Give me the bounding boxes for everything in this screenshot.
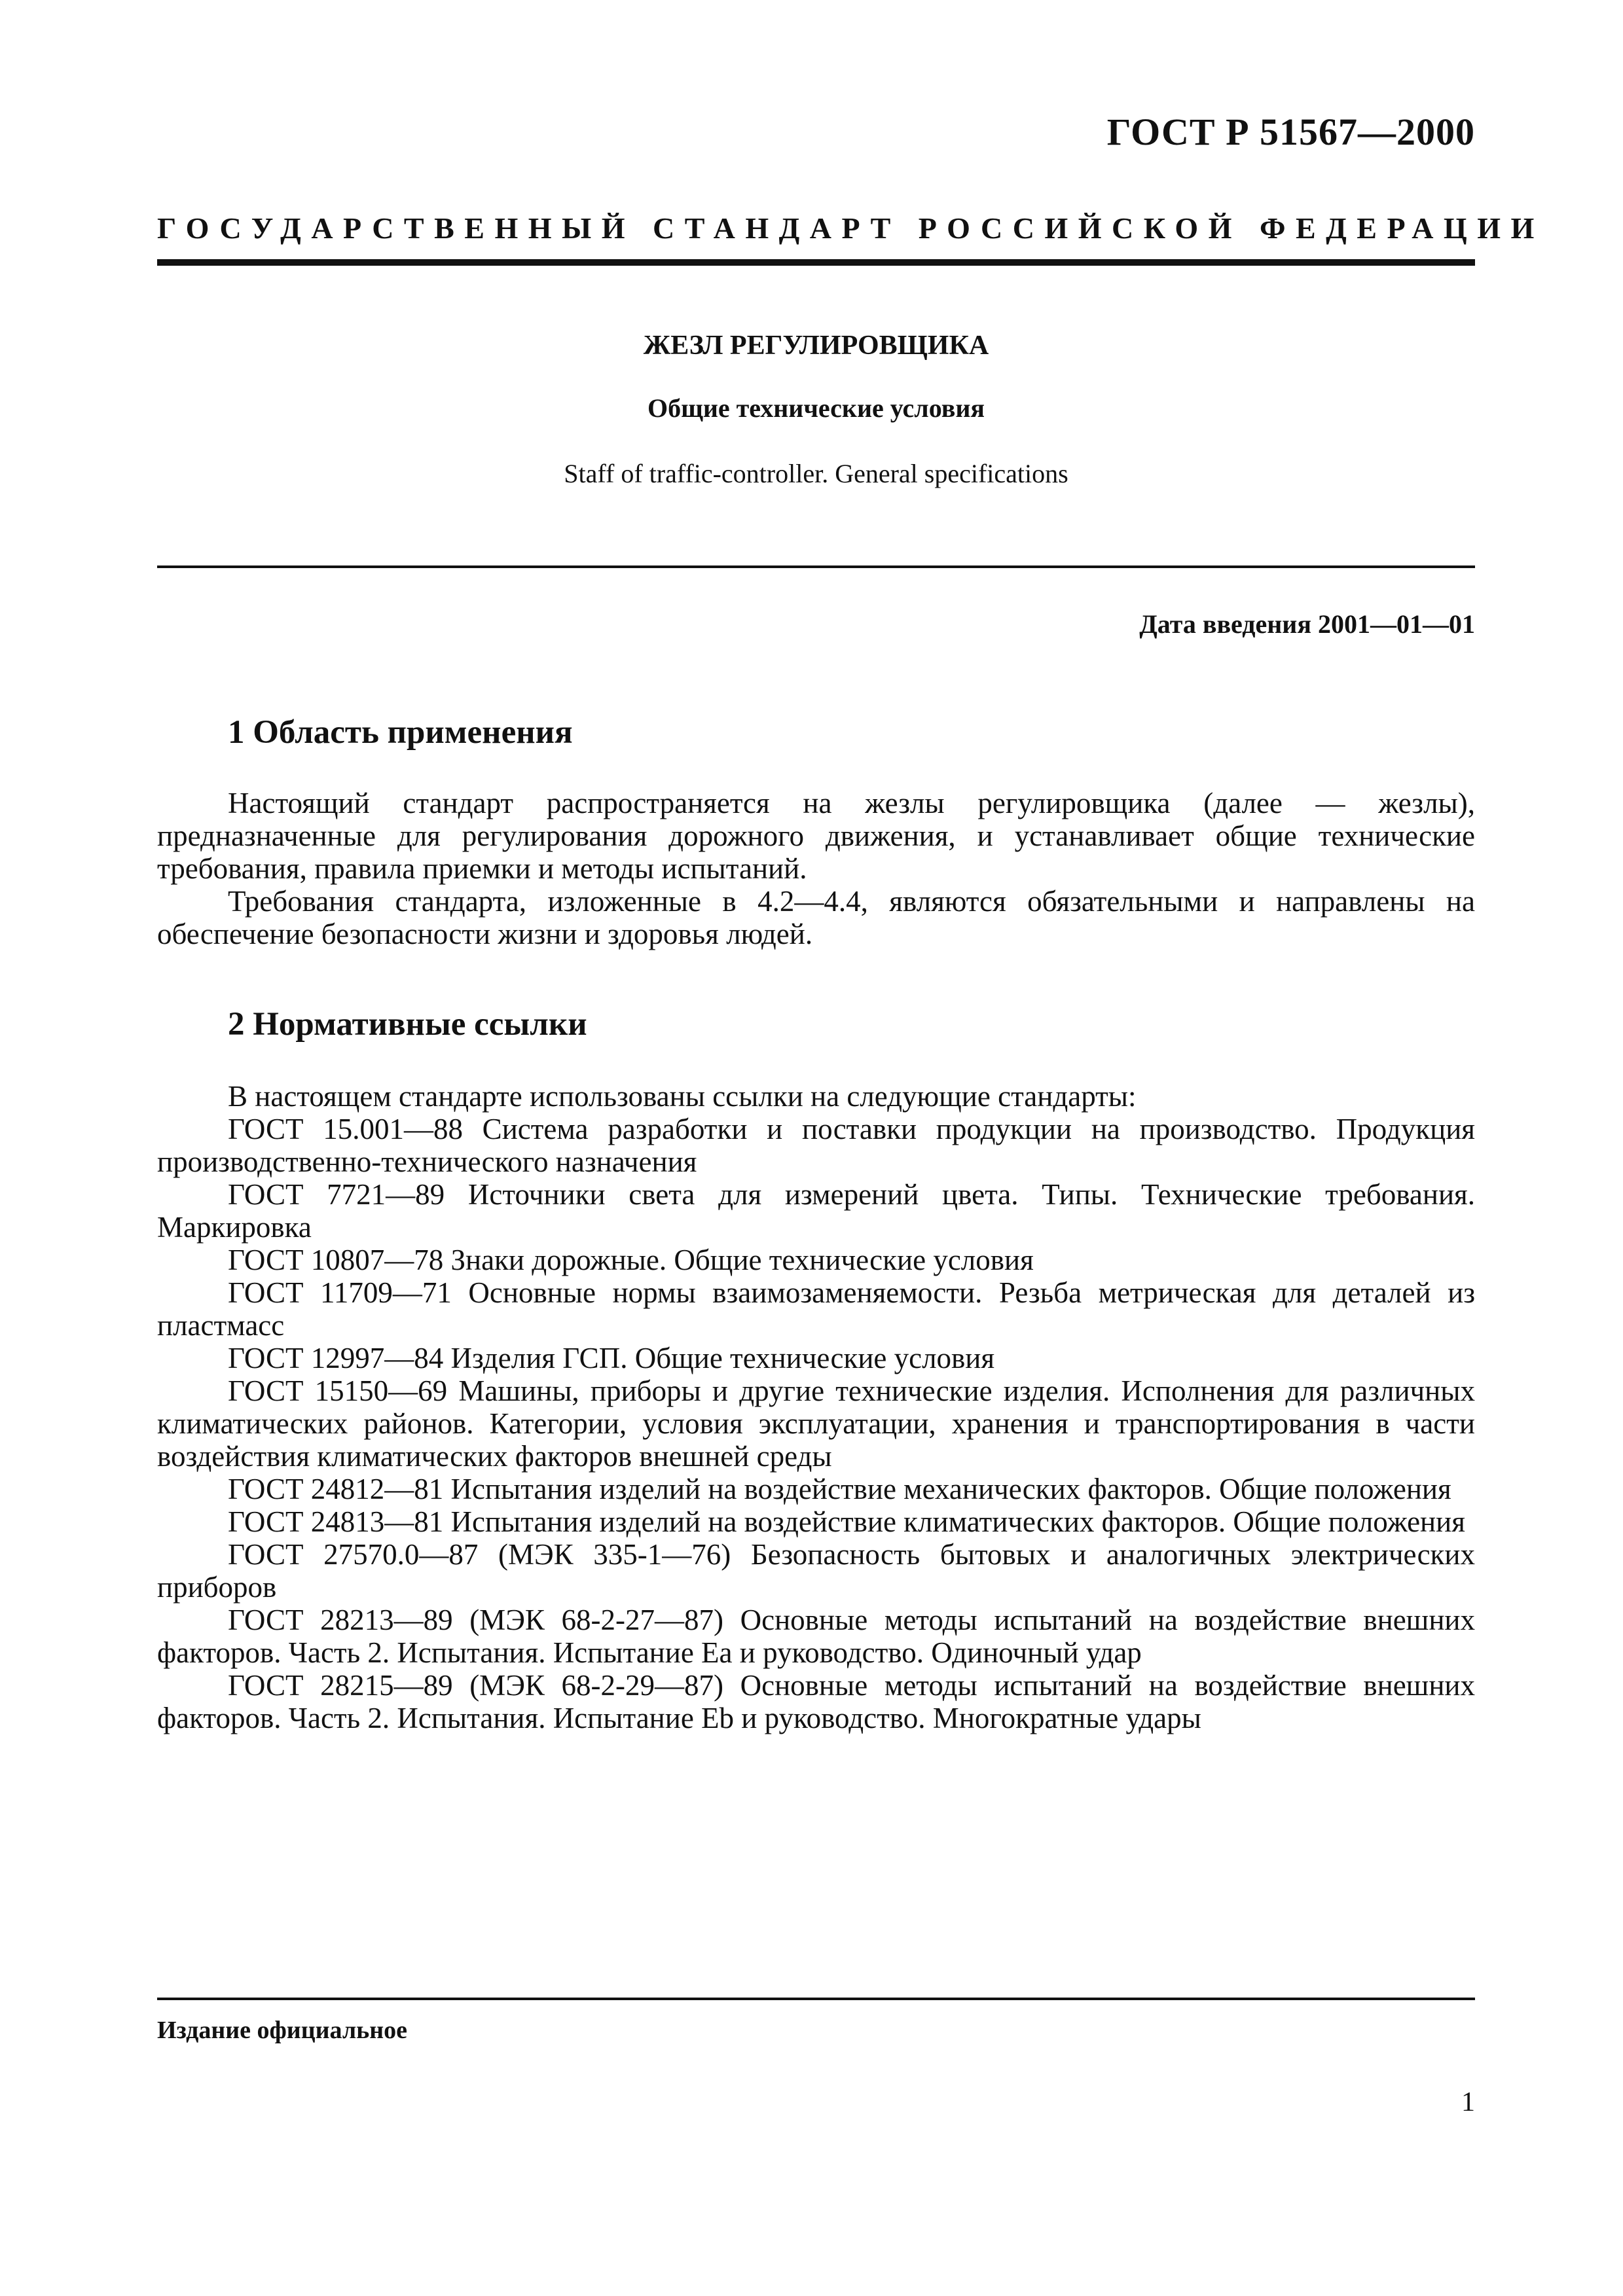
reference-item: ГОСТ 12997—84 Изделия ГСП. Общие технические условия xyxy=(228,1342,995,1374)
doc-number: ГОСТ Р 51567—2000 xyxy=(1106,111,1475,153)
document-title-english: Staff of traffic-controller. General specifications xyxy=(564,459,1068,488)
standard-banner: ГОСУДАРСТВЕННЫЙ СТАНДАРТ РОССИЙСКОЙ ФЕДЕРАЦИИ xyxy=(157,211,1544,245)
reference-item: ГОСТ 28213—89 (МЭК 68-2-27—87) Основные методы испытаний на воздействие внешних факторов. Часть 2. Испытания. Испытание Ea и руководство. Одиночный удар xyxy=(157,1604,1475,1669)
reference-item: ГОСТ 15150—69 Машины, приборы и другие технические изделия. Исполнения для различных климатических районов. Категории, условия эксплуатации, хранения и транспортирования в части воздействия климатических факторов внешней среды xyxy=(157,1374,1475,1473)
section-body xyxy=(157,1080,1475,1734)
paragraph: Настоящий стандарт распространяется на жезлы регулировщика (далее — жезлы), предназначенные для регулирования дорожного движения, и устанавливает общие технические требования, правила приемки и методы испытаний. xyxy=(157,787,1475,885)
reference-item: ГОСТ 24813—81 Испытания изделий на воздействие климатических факторов. Общие положения xyxy=(228,1505,1465,1538)
edition-label: Издание официальное xyxy=(157,2017,408,2044)
paragraph: В настоящем стандарте использованы ссылки на следующие стандарты: xyxy=(228,1080,1137,1113)
section-heading: 2 Нормативные ссылки xyxy=(228,1006,587,1043)
section-heading: 1 Область применения xyxy=(228,714,573,751)
reference-item: ГОСТ 7721—89 Источники света для измерений цвета. Типы. Технические требования. Маркировка xyxy=(157,1178,1475,1244)
document-subtitle: Общие технические условия xyxy=(647,393,985,423)
page-number: 1 xyxy=(1461,2087,1475,2117)
footer-divider xyxy=(157,1998,1475,2000)
header-divider xyxy=(157,259,1475,266)
reference-item: ГОСТ 10807—78 Знаки дорожные. Общие технические условия xyxy=(228,1244,1034,1276)
reference-item: ГОСТ 27570.0—87 (МЭК 335-1—76) Безопасность бытовых и аналогичных электрических приборов xyxy=(157,1538,1475,1604)
intro-date: Дата введения 2001—01—01 xyxy=(1139,609,1475,639)
reference-item: ГОСТ 11709—71 Основные нормы взаимозаменяемости. Резьба метрическая для деталей из пластмасс xyxy=(157,1276,1475,1342)
reference-item: ГОСТ 28215—89 (МЭК 68-2-29—87) Основные методы испытаний на воздействие внешних факторов. Часть 2. Испытания. Испытание Eb и руководство. Многократные удары xyxy=(157,1669,1475,1734)
section-body xyxy=(157,787,1475,950)
reference-item: ГОСТ 24812—81 Испытания изделий на воздействие механических факторов. Общие положения xyxy=(228,1473,1451,1505)
document-title: ЖЕЗЛ РЕГУЛИРОВЩИКА xyxy=(643,331,989,361)
paragraph: Требования стандарта, изложенные в 4.2—4.4, являются обязательными и направлены на обеспечение безопасности жизни и здоровья людей. xyxy=(157,885,1475,950)
reference-item: ГОСТ 15.001—88 Система разработки и поставки продукции на производство. Продукция производственно-технического назначения xyxy=(157,1113,1475,1178)
title-divider xyxy=(157,565,1475,568)
